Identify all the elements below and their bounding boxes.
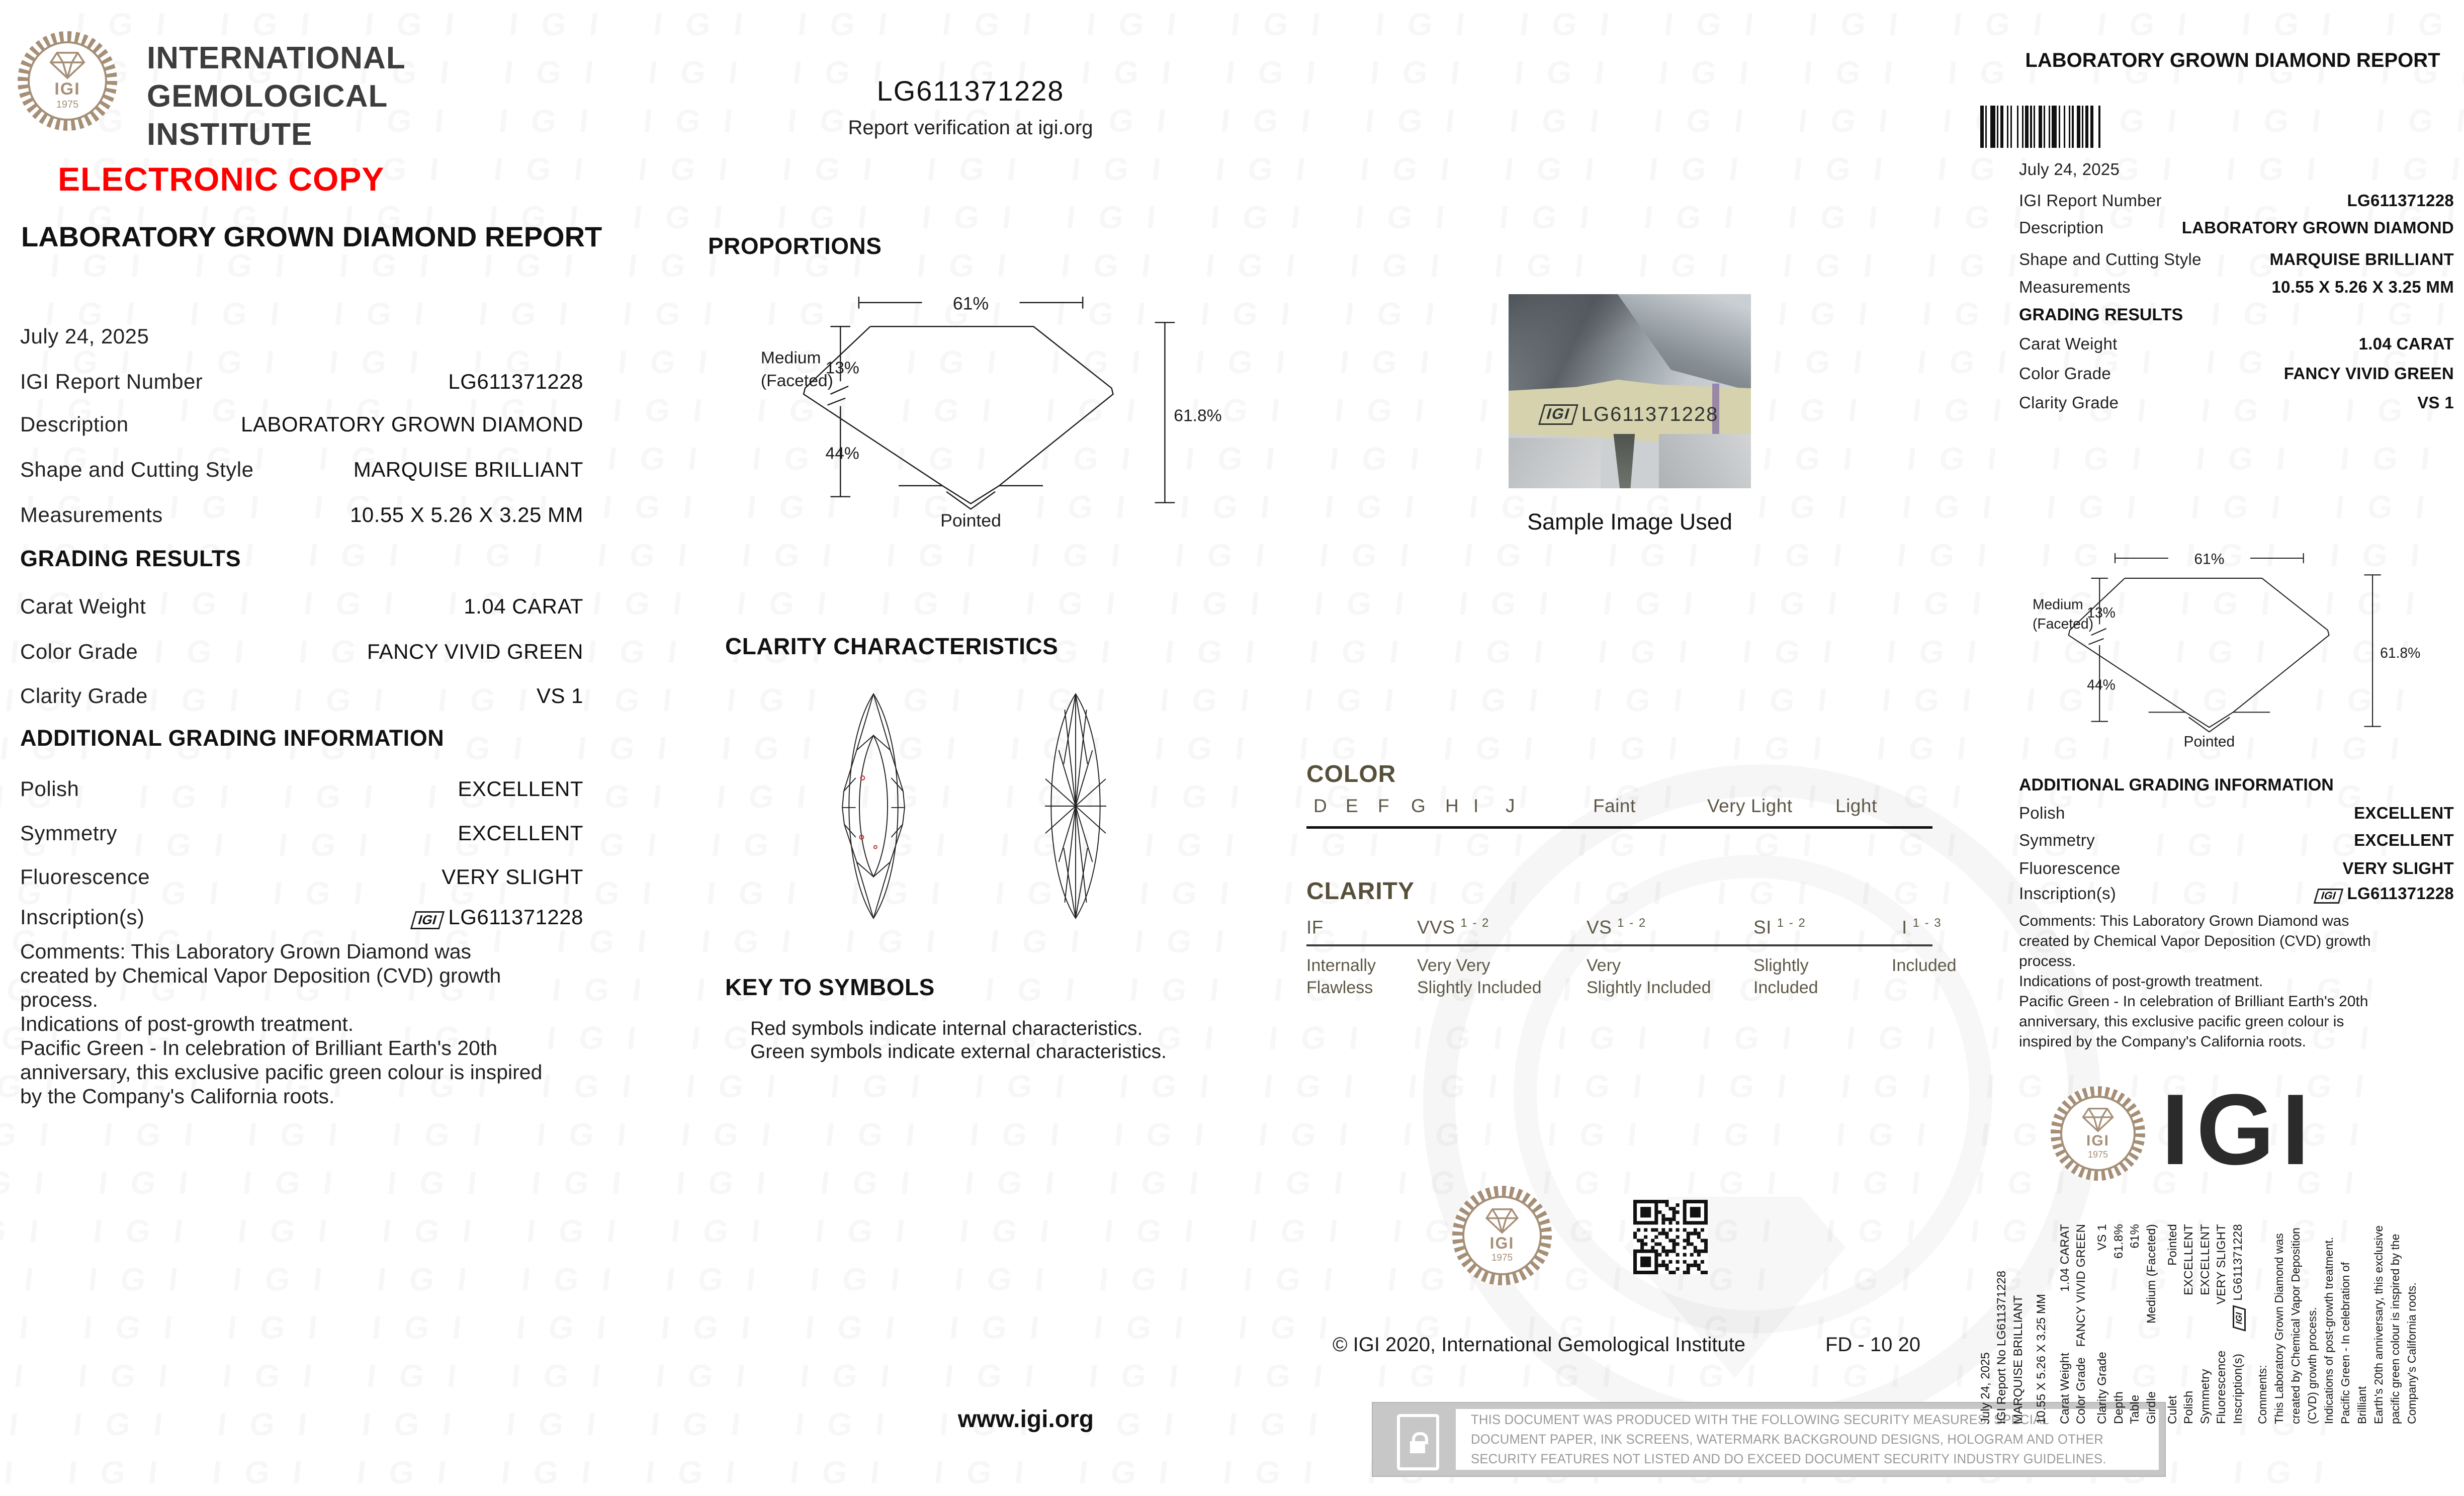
color-letter-G: G bbox=[1411, 796, 1426, 816]
clarity-grade-label: Clarity Grade bbox=[2019, 393, 2119, 412]
clarity-desc: Internally bbox=[1306, 956, 1376, 975]
comment-line: by the Company's California roots. bbox=[20, 1085, 335, 1108]
key-red-line: Red symbols indicate internal characteristics. bbox=[750, 1018, 1143, 1039]
inscription-number: LG611371228 bbox=[2347, 884, 2454, 903]
side-comment-line: Company's California roots. bbox=[2405, 1282, 2419, 1424]
diamond-icon bbox=[2081, 1107, 2115, 1132]
report-barcode bbox=[1980, 106, 2102, 148]
clarity-code-VVS: VVS bbox=[1417, 917, 1455, 938]
r-comments-block bbox=[2019, 911, 2456, 1052]
igi-seal-logo bbox=[18, 31, 117, 131]
additional-grading-heading: ADDITIONAL GRADING INFORMATION bbox=[20, 725, 445, 751]
comment-line: process. bbox=[20, 988, 98, 1011]
seal-year: 1975 bbox=[1491, 1252, 1513, 1263]
side-comment-line: pacific green colour is inspired by the bbox=[2389, 1234, 2402, 1424]
seal-year: 1975 bbox=[2087, 1149, 2108, 1160]
measurements-label: Measurements bbox=[20, 503, 163, 526]
color-letter-I: I bbox=[1473, 796, 1479, 816]
comment-line: anniversary, this exclusive pacific green colour is bbox=[2019, 1013, 2344, 1030]
side-comment-line: Indications of post-growth treatment. bbox=[2322, 1237, 2336, 1424]
comment-line: Comments: This Laboratory Grown Diamond was bbox=[2019, 913, 2349, 929]
report-number-label: IGI Report Number bbox=[2019, 191, 2162, 210]
description-label: Description bbox=[2019, 218, 2104, 237]
polish-value: EXCELLENT bbox=[2354, 804, 2454, 822]
inscription-value bbox=[413, 905, 583, 929]
inscription-label: Inscription(s) bbox=[20, 905, 145, 929]
row-carat bbox=[20, 594, 583, 619]
report-number-value: LG611371228 bbox=[2347, 191, 2454, 210]
r-row-description bbox=[2019, 218, 2454, 237]
report-number-value: LG611371228 bbox=[448, 370, 583, 393]
clarity-desc: Slightly Included bbox=[1417, 978, 1542, 997]
side-row: Polish EXCELLENT bbox=[2182, 1224, 2196, 1424]
row-date bbox=[20, 324, 583, 348]
r-row-clarity bbox=[2019, 393, 2454, 412]
r-row-polish bbox=[2019, 804, 2454, 823]
color-letter-H: H bbox=[1445, 796, 1459, 816]
color-letter-E: E bbox=[1346, 796, 1359, 816]
comment-line: inspired by the Company's California roots. bbox=[2019, 1033, 2306, 1050]
r-row-inscription bbox=[2019, 884, 2454, 904]
copyright-text: © IGI 2020, International Gemological Institute bbox=[1333, 1334, 1746, 1356]
side-row: Depth 61.8% bbox=[2111, 1224, 2126, 1424]
side-row: Fluorescence VERY SLIGHT bbox=[2215, 1224, 2229, 1424]
color-range-light: Light bbox=[1835, 796, 1877, 816]
depth-pct-label: 61.8% bbox=[1174, 406, 1222, 425]
fluorescence-label: Fluorescence bbox=[20, 865, 150, 889]
culet-label: Pointed bbox=[940, 510, 1001, 531]
side-comment-line: Pacific Green - In celebration of Brilliant bbox=[2339, 1262, 2369, 1424]
row-clarity-grade bbox=[20, 684, 583, 708]
seal-year: 1975 bbox=[56, 99, 79, 110]
laser-inscription bbox=[1509, 395, 1751, 434]
side-date: July 24, 2025 bbox=[1979, 1352, 1992, 1424]
comment-line: Indications of post-growth treatment. bbox=[20, 1012, 354, 1035]
comment-line: Pacific Green - In celebration of Brilliant Earth's 20th bbox=[20, 1036, 498, 1060]
comment-line: created by Chemical Vapor Deposition (CVD) growth bbox=[2019, 933, 2371, 949]
carat-label: Carat Weight bbox=[2019, 334, 2118, 353]
report-date: July 24, 2025 bbox=[2019, 160, 2120, 179]
r-row-fluorescence bbox=[2019, 859, 2454, 878]
side-shape: MARQUISE BRILLIANT bbox=[2011, 1295, 2025, 1424]
report-number-label: IGI Report Number bbox=[20, 370, 203, 393]
clarity-code-I: I bbox=[1902, 917, 1907, 938]
clarity-desc: Included bbox=[1892, 956, 1957, 975]
polish-label: Polish bbox=[2019, 804, 2065, 822]
clarity-code-VS: VS bbox=[1587, 917, 1612, 938]
row-inscription bbox=[20, 905, 583, 929]
description-value: LABORATORY GROWN DIAMOND bbox=[241, 412, 583, 436]
color-grade-label: Color Grade bbox=[20, 640, 138, 663]
color-grade-value: FANCY VIVID GREEN bbox=[367, 640, 583, 663]
color-letter-D: D bbox=[1313, 796, 1328, 816]
r-row-color bbox=[2019, 364, 2454, 383]
side-row: Table 61% bbox=[2128, 1224, 2142, 1424]
side-comment-line: created by Chemical Vapor Deposition bbox=[2289, 1227, 2303, 1424]
shape-label: Shape and Cutting Style bbox=[2019, 250, 2202, 269]
igi-inscription-icon: IGI bbox=[2313, 889, 2343, 904]
row-shape bbox=[20, 458, 583, 482]
form-code: FD - 10 20 bbox=[1825, 1334, 1920, 1356]
clarity-desc: Very bbox=[1587, 956, 1621, 975]
verification-link-text[interactable]: Report verification at igi.org bbox=[848, 117, 1093, 139]
side-comment-line: (CVD) growth process. bbox=[2306, 1307, 2319, 1424]
comment-line: Indications of post-growth treatment. bbox=[2019, 973, 2263, 990]
color-grade-label: Color Grade bbox=[2019, 364, 2111, 383]
diamond-icon bbox=[49, 51, 86, 79]
website-link[interactable]: www.igi.org bbox=[957, 1406, 1094, 1433]
symmetry-label: Symmetry bbox=[2019, 831, 2095, 849]
fluorescence-value: VERY SLIGHT bbox=[2342, 859, 2454, 877]
description-label: Description bbox=[20, 412, 129, 436]
igi-inscription-icon: IGI bbox=[1538, 404, 1578, 425]
row-fluorescence bbox=[20, 865, 583, 889]
diamond-sample-photo bbox=[1509, 294, 1751, 488]
comment-line: process. bbox=[2019, 953, 2076, 970]
symmetry-value: EXCELLENT bbox=[458, 821, 583, 845]
clarity-scale-heading: CLARITY bbox=[1306, 878, 1415, 905]
clarity-desc: Slightly Included bbox=[1587, 978, 1711, 997]
secure-document-icon bbox=[1397, 1414, 1439, 1470]
inscription-value bbox=[2316, 884, 2454, 904]
grading-results-heading: GRADING RESULTS bbox=[20, 546, 241, 571]
key-green-line: Green symbols indicate external characteristics. bbox=[750, 1041, 1167, 1063]
crown-pct-label: 13% bbox=[2087, 604, 2116, 621]
comment-line: Pacific Green - In celebration of Brilliant Earth's 20th bbox=[2019, 993, 2368, 1010]
igi-wordmark: IGI bbox=[2161, 1074, 2317, 1186]
color-letter-F: F bbox=[1378, 796, 1390, 816]
footer-igi-seal bbox=[1452, 1186, 1552, 1285]
fluorescence-value: VERY SLIGHT bbox=[442, 865, 583, 889]
clarity-plot-pavilion-view bbox=[1016, 690, 1135, 922]
side-row: Culet Pointed bbox=[2166, 1224, 2180, 1424]
igi-inscription-icon: IGI bbox=[410, 911, 445, 929]
side-row-inscription: Inscription(s) IGILG611371228 bbox=[2231, 1224, 2245, 1424]
institute-line-1: INTERNATIONAL bbox=[147, 41, 406, 75]
measurements-label: Measurements bbox=[2019, 278, 2131, 296]
side-comment-line: Earth's 20th anniversary, this exclusive bbox=[2372, 1225, 2386, 1424]
proportions-heading: PROPORTIONS bbox=[708, 233, 882, 259]
girdle-label-2: (Faceted) bbox=[760, 371, 833, 390]
r-row-carat bbox=[2019, 334, 2454, 354]
carat-label: Carat Weight bbox=[20, 594, 146, 618]
symmetry-label: Symmetry bbox=[20, 821, 117, 845]
side-summary-rotated bbox=[1979, 1224, 2420, 1424]
clarity-desc: Included bbox=[1753, 978, 1818, 997]
side-comments-label: Comments: bbox=[2256, 1365, 2269, 1424]
key-to-symbols-heading: KEY TO SYMBOLS bbox=[725, 974, 935, 1000]
side-comment-line: This Laboratory Grown Diamond was bbox=[2272, 1233, 2286, 1424]
clarity-desc: Slightly bbox=[1753, 956, 1809, 975]
proportions-diagram-small bbox=[2029, 546, 2431, 751]
measurements-value: 10.55 X 5.26 X 3.25 MM bbox=[2271, 278, 2454, 296]
r-row-shape bbox=[2019, 250, 2454, 269]
seal-igi-text: IGI bbox=[2086, 1132, 2109, 1149]
institute-line-3: INSTITUTE bbox=[147, 117, 313, 152]
r-row-measurements bbox=[2019, 278, 2454, 297]
clarity-plot-crown-view bbox=[814, 690, 933, 922]
pavilion-pct-label: 44% bbox=[2087, 676, 2116, 693]
clarity-scale-line bbox=[1306, 944, 1932, 946]
carat-value: 1.04 CARAT bbox=[2358, 334, 2454, 353]
row-symmetry bbox=[20, 821, 583, 845]
color-letter-J: J bbox=[1506, 796, 1515, 816]
side-row: Symmetry EXCELLENT bbox=[2198, 1224, 2212, 1424]
inscription-number: LG611371228 bbox=[448, 905, 583, 929]
igi-inscription-icon: IGI bbox=[2233, 1305, 2246, 1332]
inscription-label: Inscription(s) bbox=[2019, 884, 2117, 903]
comment-line: Comments: This Laboratory Grown Diamond was bbox=[20, 940, 472, 963]
clarity-desc: Very Very bbox=[1417, 956, 1490, 975]
inscription-number: LG611371228 bbox=[1581, 403, 1719, 425]
measurements-value: 10.55 X 5.26 X 3.25 MM bbox=[350, 503, 583, 526]
culet-label: Pointed bbox=[2183, 733, 2235, 750]
row-description bbox=[20, 412, 583, 436]
pavilion-pct-label: 44% bbox=[825, 444, 859, 463]
security-measures-text: THIS DOCUMENT WAS PRODUCED WITH THE FOLLOWING SECURITY MEASURES: SPECIAL DOCUMENT PAPER, INK SCREENS, WATERMARK BACKGROUND DESIGNS, HOLOGRAM AND OTHER SECURITY FEATURES NOT LISTED AND DO EXCEED DOCUMENT SECURITY INDUSTRY GUIDELINES. bbox=[1471, 1412, 2106, 1466]
table-pct-label: 61% bbox=[2194, 551, 2225, 568]
color-scale-heading: COLOR bbox=[1306, 761, 1396, 787]
clarity-sup: 1 - 2 bbox=[1460, 916, 1490, 930]
right-panel-title: LABORATORY GROWN DIAMOND REPORT bbox=[2025, 49, 2440, 71]
girdle-label-2: (Faceted) bbox=[2032, 615, 2094, 632]
clarity-sup: 1 - 2 bbox=[1617, 916, 1647, 930]
r-row-date bbox=[2019, 160, 2454, 179]
electronic-copy-stamp: ELECTRONIC COPY bbox=[58, 160, 385, 198]
girdle-label-1: Medium bbox=[2032, 596, 2083, 612]
carat-value: 1.04 CARAT bbox=[464, 594, 583, 618]
page-title: LABORATORY GROWN DIAMOND REPORT bbox=[21, 221, 602, 252]
clarity-code-IF: IF bbox=[1306, 917, 1324, 938]
seal-igi-text: IGI bbox=[1489, 1234, 1515, 1252]
shape-label: Shape and Cutting Style bbox=[20, 458, 254, 481]
seal-igi-text: IGI bbox=[54, 79, 80, 99]
additional-grading-heading: ADDITIONAL GRADING INFORMATION bbox=[2019, 775, 2334, 795]
clarity-grade-label: Clarity Grade bbox=[20, 684, 148, 708]
symmetry-value: EXCELLENT bbox=[2354, 831, 2454, 849]
row-polish bbox=[20, 777, 583, 801]
bottom-igi-seal bbox=[2051, 1086, 2145, 1181]
side-row: Clarity Grade VS 1 bbox=[2095, 1224, 2109, 1424]
side-measurements: 10.55 X 5.26 X 3.25 MM bbox=[2035, 1294, 2049, 1424]
diamond-icon bbox=[1484, 1208, 1520, 1234]
clarity-grade-value: VS 1 bbox=[2417, 393, 2454, 412]
polish-value: EXCELLENT bbox=[458, 777, 583, 801]
comment-line: anniversary, this exclusive pacific green colour is inspired bbox=[20, 1061, 543, 1084]
clarity-code-SI: SI bbox=[1753, 917, 1772, 938]
shape-value: MARQUISE BRILLIANT bbox=[353, 458, 583, 481]
side-row: Carat Weight 1.04 CARAT bbox=[2058, 1224, 2072, 1424]
color-grade-value: FANCY VIVID GREEN bbox=[2283, 364, 2454, 383]
clarity-sup: 1 - 3 bbox=[1912, 916, 1942, 930]
institute-line-2: GEMOLOGICAL bbox=[147, 79, 388, 114]
table-pct-label: 61% bbox=[952, 293, 989, 314]
r-row-symmetry bbox=[2019, 831, 2454, 850]
description-value: LABORATORY GROWN DIAMOND bbox=[2181, 218, 2454, 237]
comment-line: created by Chemical Vapor Deposition (CVD) growth bbox=[20, 964, 501, 987]
institute-name bbox=[147, 39, 406, 154]
color-scale-line bbox=[1306, 826, 1932, 829]
clarity-characteristics-heading: CLARITY CHARACTERISTICS bbox=[725, 633, 1059, 659]
grading-results-heading: GRADING RESULTS bbox=[2019, 305, 2183, 324]
clarity-grade-value: VS 1 bbox=[536, 684, 583, 708]
color-range-faint: Faint bbox=[1593, 796, 1636, 816]
depth-pct-label: 61.8% bbox=[2380, 645, 2421, 661]
sample-image-caption: Sample Image Used bbox=[1527, 509, 1732, 535]
crown-pct-label: 13% bbox=[825, 359, 859, 378]
row-color-grade bbox=[20, 640, 583, 664]
polish-label: Polish bbox=[20, 777, 79, 801]
verification-report-number: LG611371228 bbox=[876, 75, 1065, 107]
clarity-desc: Flawless bbox=[1306, 978, 1373, 997]
color-range-very-light: Very Light bbox=[1707, 796, 1793, 816]
report-date: July 24, 2025 bbox=[20, 324, 149, 348]
proportions-diagram bbox=[757, 288, 1235, 532]
comments-block bbox=[20, 939, 593, 1108]
fluorescence-label: Fluorescence bbox=[2019, 859, 2121, 877]
shape-value: MARQUISE BRILLIANT bbox=[2269, 250, 2454, 269]
girdle-label-1: Medium bbox=[760, 348, 821, 368]
side-row: Color Grade FANCY VIVID GREEN bbox=[2074, 1224, 2088, 1424]
row-report-number bbox=[20, 370, 583, 394]
row-measurements bbox=[20, 503, 583, 527]
qr-code bbox=[1633, 1200, 1708, 1274]
side-report-no: IGI Report No LG611371228 bbox=[1995, 1270, 2009, 1424]
side-row: Girdle Medium (Faceted) bbox=[2144, 1224, 2158, 1424]
clarity-sup: 1 - 2 bbox=[1777, 916, 1806, 930]
r-row-report-number bbox=[2019, 191, 2454, 210]
